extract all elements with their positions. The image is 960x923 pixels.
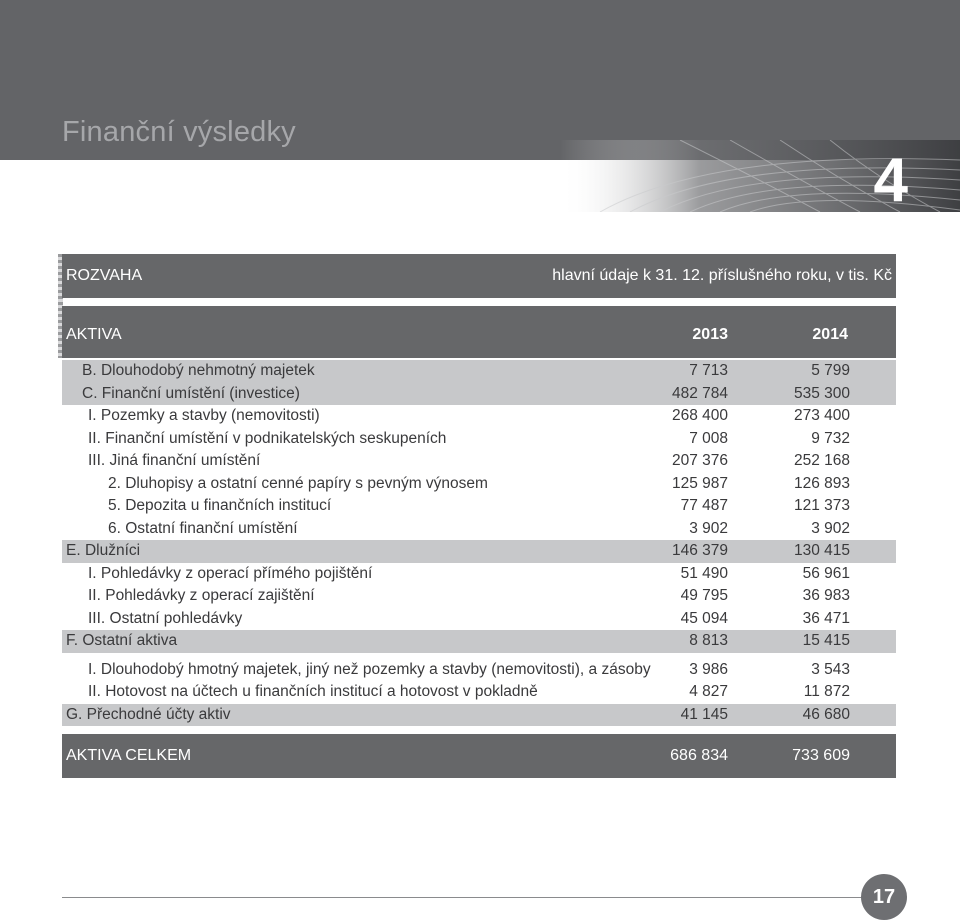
row-value-2013: 207 376 <box>671 452 728 469</box>
row-value-2013: 51 490 <box>680 564 728 582</box>
section-note: hlavní údaje k 31. 12. příslušného roku, v tis. Kč <box>552 267 892 284</box>
table-row <box>62 518 896 541</box>
table-row <box>62 495 896 518</box>
row-value-2014: 3 902 <box>811 519 850 537</box>
row-label: 5. Depozita u finančních institucí <box>108 497 332 514</box>
row-value-2013: 7 008 <box>689 429 728 447</box>
section-label: ROZVAHA <box>66 267 143 284</box>
row-label: C. Finanční umístění (investice) <box>82 384 300 402</box>
balance-sheet-table <box>62 254 896 778</box>
row-value-2014: 130 415 <box>793 542 850 559</box>
row-value-2013: 125 987 <box>671 474 728 492</box>
total-row <box>62 734 896 778</box>
table-row <box>62 585 896 608</box>
row-label: III. Ostatní pohledávky <box>88 609 243 627</box>
top-banner <box>0 0 960 160</box>
row-value-2014: 9 732 <box>811 429 850 447</box>
row-label: I. Dlouhodobý hmotný majetek, jiný než pozemky a stavby (nemovitosti), a zásoby <box>88 660 651 678</box>
row-label: B. Dlouhodobý nehmotný majetek <box>82 362 315 379</box>
row-label: II. Pohledávky z operací zajištění <box>88 587 315 604</box>
row-value-2014: 36 471 <box>802 609 850 627</box>
row-label: I. Pozemky a stavby (nemovitosti) <box>88 407 320 424</box>
table-row <box>62 360 896 383</box>
total-value-2013: 686 834 <box>670 747 728 764</box>
row-label: G. Přechodné účty aktiv <box>66 705 231 723</box>
row-value-2013: 3 902 <box>689 519 728 537</box>
year-2013-header: 2013 <box>692 326 728 343</box>
row-value-2014: 11 872 <box>803 683 850 700</box>
row-value-2014: 36 983 <box>802 587 850 604</box>
row-value-2013: 8 813 <box>689 632 728 649</box>
row-value-2013: 482 784 <box>671 384 728 402</box>
row-value-2014: 121 373 <box>793 497 850 514</box>
row-value-2014: 252 168 <box>793 452 850 469</box>
row-value-2013: 49 795 <box>680 587 728 604</box>
table-row <box>62 405 896 428</box>
table-row <box>62 608 896 631</box>
table-row <box>62 428 896 451</box>
row-label: II. Hotovost na účtech u finančních institucí a hotovost v pokladně <box>88 683 538 700</box>
table-row <box>62 659 896 682</box>
section-header <box>62 254 896 298</box>
chapter-number: 4 <box>873 146 906 215</box>
year-2014-header: 2014 <box>812 326 848 343</box>
row-label: 2. Dluhopisy a ostatní cenné papíry s pevným výnosem <box>108 474 488 492</box>
row-value-2013: 45 094 <box>680 609 728 627</box>
row-label: II. Finanční umístění v podnikatelských seskupeních <box>88 429 447 447</box>
footer-divider <box>62 897 862 898</box>
table-row <box>62 563 896 586</box>
row-value-2013: 41 145 <box>680 705 728 723</box>
page-title: Finanční výsledky <box>62 116 296 148</box>
row-label: E. Dlužníci <box>66 542 141 559</box>
table-row <box>62 704 896 727</box>
row-value-2013: 268 400 <box>671 407 728 424</box>
row-value-2014: 15 415 <box>802 632 850 649</box>
table-row <box>62 681 896 704</box>
total-value-2014: 733 609 <box>792 747 850 764</box>
row-value-2014: 273 400 <box>793 407 850 424</box>
row-value-2013: 7 713 <box>689 362 728 379</box>
table-row <box>62 450 896 473</box>
column-header <box>62 306 896 358</box>
row-value-2014: 46 680 <box>802 705 850 723</box>
row-value-2014: 3 543 <box>811 660 850 678</box>
row-value-2014: 56 961 <box>802 564 850 582</box>
group-label: AKTIVA <box>66 326 122 343</box>
table-row <box>62 630 896 653</box>
table-row <box>62 473 896 496</box>
row-value-2013: 4 827 <box>689 683 728 700</box>
row-label: 6. Ostatní finanční umístění <box>108 519 298 537</box>
page-number: 17 <box>861 874 907 920</box>
table-row <box>62 383 896 406</box>
row-label: III. Jiná finanční umístění <box>88 452 261 469</box>
table-row <box>62 540 896 563</box>
table-body <box>62 360 896 726</box>
row-label: I. Pohledávky z operací přímého pojištění <box>88 564 373 582</box>
row-label: F. Ostatní aktiva <box>66 632 178 649</box>
row-value-2013: 77 487 <box>680 497 728 514</box>
row-value-2013: 3 986 <box>689 660 728 678</box>
row-value-2014: 126 893 <box>793 474 850 492</box>
row-value-2014: 535 300 <box>793 384 850 402</box>
total-label: AKTIVA CELKEM <box>66 747 192 764</box>
row-value-2014: 5 799 <box>811 362 850 379</box>
row-value-2013: 146 379 <box>671 542 728 559</box>
